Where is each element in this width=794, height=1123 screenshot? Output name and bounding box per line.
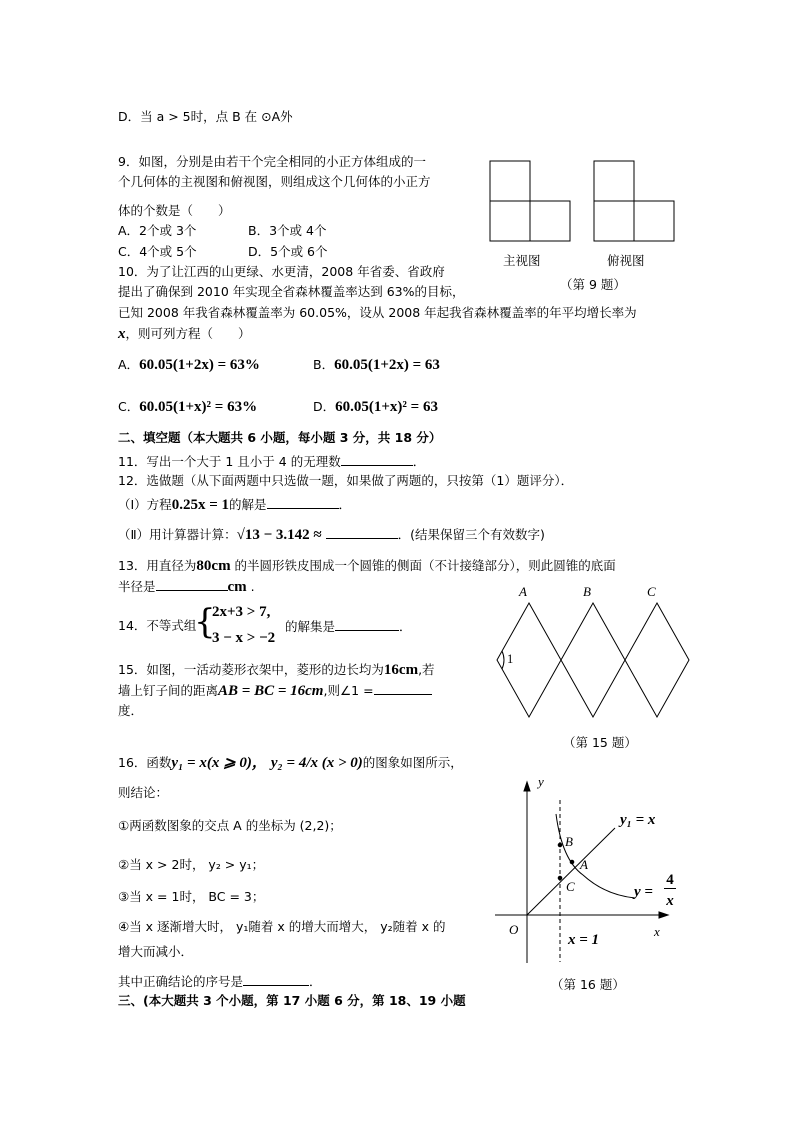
q9-option: A．2个或 3个 [118,223,197,238]
curve-denominator: x [666,893,674,909]
expr: 60.05(1+2x) = 63 [334,357,440,373]
conclusion-4b: 增大而减小． [118,944,194,959]
q9-line: 个几何体的主视图和俯视图，则组成这个几何体的小正方 [118,174,431,189]
post: ,若 [418,662,435,677]
line-label: y₁ = x [620,812,656,828]
q9-line: 体的个数是（ ） [118,203,231,218]
expr: 60.05(1+x)² = 63% [139,399,258,415]
q9-caption: （第 9 题） [560,277,626,292]
expr: AB = BC = 16cm [218,683,324,699]
q9-option: D．5个或 6个 [248,244,328,259]
q15-line3: 度． [118,703,144,718]
end: ． [309,974,322,989]
q16-caption: （第 16 题） [551,977,625,992]
pre: 墙上钉子间的距离 [118,683,219,698]
q9-option: B．3个或 4个 [248,223,327,238]
expr: 16cm [383,662,419,678]
q9-option: C．4个或 5个 [118,244,197,259]
q16-line2: 则结论： [118,785,169,800]
x-axis-label: x [654,924,660,939]
pre: 13．用直径为 [118,558,197,573]
post: 的半圆形铁皮围成一个圆锥的侧面（不计接缝部分），则此圆锥的底面 [230,558,616,573]
expr: 80cm [196,558,231,574]
q15-caption: （第 15 题） [563,735,637,750]
q8-option-d: D．当 a > 5时，点 B 在 ⊙A外 [118,109,293,124]
post: ,则∠1 = [323,683,374,698]
curve-label: y = [634,884,653,900]
q10-line: 已知 2008 年我省森林覆盖率为 60.05%，设从 2008 年起我省森林覆盖率的年平均增长率为 [118,305,637,320]
label: A． [118,357,140,372]
f1: y₁ = x(x ⩾ 0)， [171,755,267,771]
q10-line: 提出了确保到 2010 年实现全省森林覆盖率达到 63%的目标， [118,284,465,299]
q12-text: 12．选做题（从下面两题中只选做一题，如果做了两题的，只按第（1）题评分）． [118,473,574,488]
angle-1-label: 1 [507,652,514,666]
var-x: x [118,326,126,342]
expr: 60.05(1+2x) = 63% [139,357,260,373]
pre: 16．函数 [118,755,172,770]
origin-label: O [509,922,519,937]
expr: 0.25x = 1 [171,497,229,513]
ineq1: 2x+3 > 7, [212,604,271,620]
q9-front-view [490,161,570,241]
end: ． [412,454,426,469]
q14-pre: 14．不等式组 [118,618,197,633]
pre: 半径是 [118,579,156,594]
vline-label: x = 1 [568,932,600,948]
q9-line: 9．如图，分别是由若干个完全相同的小正方体组成的一 [118,154,426,169]
q12-part1: （Ⅰ）方程0.25x = 1的解是 ． [118,497,352,513]
point-b-label: B [565,834,573,849]
q10-line4: ，则可列方程（ ） [125,326,251,341]
brace: { [194,602,216,642]
label: B． [313,357,335,372]
pre: （Ⅱ）用计算器计算： [118,527,237,542]
unit: cm [227,579,247,595]
point-a-label: A [580,857,588,872]
ask: 其中正确结论的序号是 [118,974,244,989]
top-view-label: 俯视图 [607,253,645,268]
post: ．(结果保留三个有效数字) [397,527,545,542]
q15-rhombus-figure [497,603,689,717]
conclusion-1: ①两函数图象的交点 A 的坐标为 (2,2)； [118,818,342,833]
y-axis-label: y [538,774,544,789]
section3-title: 三、(本大题共 3 个小题，第 17 小题 6 分，第 18、19 小题 [118,993,466,1008]
conclusion-2: ②当 x > 2时， y₂ > y₁； [118,857,265,872]
pre: （Ⅰ）方程 [118,497,172,512]
expr: 60.05(1+x)² = 63 [335,399,438,415]
f2: y₂ = 4/x (x > 0) [270,755,363,771]
end: ． [399,619,412,634]
conclusion-4: ④当 x 逐渐增大时， y₁随着 x 的增大而增大， y₂随着 x 的 [118,919,446,934]
post: 的解是 [229,497,267,512]
section2-title: 二、填空题（本大题共 6 小题，每小题 3 分，共 18 分） [118,430,442,445]
post: 的解集是 [285,619,336,634]
end: . [246,579,255,594]
conclusion-3: ③当 x = 1时， BC = 3； [118,889,265,904]
front-view-label: 主视图 [503,253,541,268]
q10-line: 10．为了让江西的山更绿、水更清，2008 年省委、省政府 [118,264,445,279]
curve-numerator: 4 [664,873,676,889]
pre: 15．如图，一活动菱形衣架中，菱形的边长均为 [118,662,384,677]
point-a-label: A [519,584,527,599]
q9-top-view [594,161,674,241]
post: 的图象如图所示， [362,755,463,770]
expr: √13 − 3.142 ≈ [236,527,322,543]
point-c-label: C [566,879,575,894]
label: D． [313,399,336,414]
ineq2: 3 − x > −2 [212,630,276,646]
q11-text: 11．写出一个大于 1 且小于 4 的无理数 [118,454,341,469]
label: C． [118,399,140,414]
point-b-label: B [583,584,591,599]
point-c-label: C [647,584,656,599]
